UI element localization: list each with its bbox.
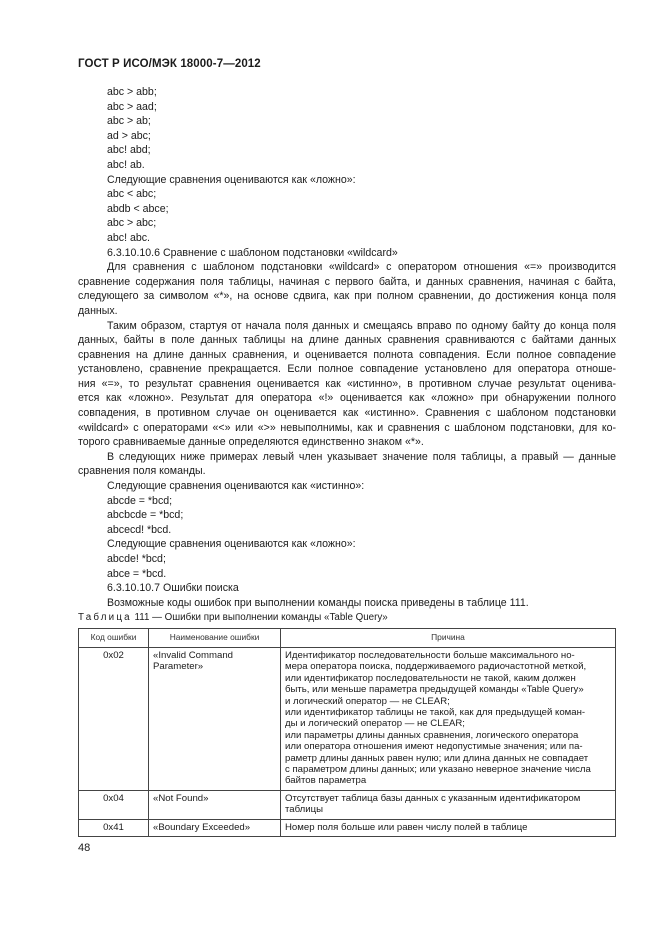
paragraph-line: установлено, сравнение прекращается. Если полное совпадение установлено для оператора отноше- — [78, 363, 616, 376]
table-row — [79, 648, 616, 791]
example-line: abdb < abce; — [107, 202, 169, 215]
cell-line: или параметры длины данных сравнения, логического оператора — [285, 729, 579, 741]
table-header-row — [79, 629, 616, 648]
section-heading: 6.3.10.10.6 Сравнение с шаблоном подстановки «wildcard» — [107, 246, 398, 259]
example-line: abc! abc. — [107, 231, 150, 244]
cell-line: «Boundary Exceeded» — [153, 821, 251, 833]
cell-line: или идентификатор таблицы не такой, как для предыдущей коман- — [285, 707, 586, 719]
cell-line: или оператора отношения имеют недопустимые значения; или па- — [285, 741, 583, 753]
paragraph-line: сравнения на длине данных сравнения, и оценивается полнота совпадения. Если полное совпадение — [78, 348, 616, 361]
paragraph-line: совпадения, в противном случае он оценивается как «истинно». Сравнения с шаблоном подстановки — [78, 407, 616, 420]
example-line: abce = *bcd. — [107, 567, 167, 580]
table-row — [79, 790, 616, 819]
error-code-cell: 0x41 — [79, 819, 149, 836]
example-line: abcde = *bcd; — [107, 494, 173, 507]
paragraph-line: «wildcard» с операторами «<» или «>» невыполнимы, как и сравнения с шаблоном подстановки, для ко- — [78, 421, 616, 434]
example-line: abc > ab; — [107, 115, 151, 128]
cell-line: «Not Found» — [153, 792, 209, 804]
cell-line: и логический оператор — не CLEAR; — [285, 695, 450, 707]
paragraph-line: Возможные коды ошибок при выполнении команды поиска приведены в таблице 111. — [107, 596, 529, 609]
paragraph-wildcard — [78, 260, 616, 318]
example-line: abc > abb; — [107, 86, 157, 98]
error-reason-cell — [281, 790, 616, 819]
paragraph-line: ется как «ложно». Результат для оператора «!» оценивается как «ложно» при обнаружении полного — [78, 392, 616, 405]
example-line: abc! ab. — [107, 158, 145, 171]
cell-line: Номер поля больше или равен числу полей в таблице — [285, 821, 528, 833]
error-reason-cell — [281, 819, 616, 836]
paragraph-line: В следующих ниже примерах левый член указывает значение поля таблицы, а правый — данные — [107, 450, 616, 463]
document-header: ГОСТ Р ИСО/МЭК 18000-7—2012 — [78, 58, 261, 70]
cell-line: Отсутствует таблица базы данных с указанным идентификатором — [285, 792, 581, 804]
true-intro: Следующие сравнения оцениваются как «истинно»: — [107, 480, 365, 493]
cell-line: Идентификатор последовательности больше максимального но- — [285, 650, 575, 661]
cell-line: таблицы — [285, 804, 324, 816]
paragraph-line: Таким образом, стартуя от начала поля данных и смещаясь вправо по одному байту до конца поля — [107, 319, 616, 332]
cell-line: с параметром длины данных; или указано неверное значение числа — [285, 764, 591, 776]
error-name-cell — [149, 819, 281, 836]
section-heading: 6.3.10.10.7 Ошибки поиска — [107, 582, 239, 595]
error-name-cell — [149, 648, 281, 791]
column-header-code: Код ошибки — [79, 629, 149, 648]
paragraph-line: данных, байты в поле данных таблицы на длине данных сравнения сравниваются с байтами данных — [78, 334, 616, 347]
example-line: abcde! *bcd; — [107, 553, 166, 565]
cell-line: байтов параметра — [285, 775, 367, 787]
error-code-cell: 0x02 — [79, 648, 149, 791]
cell-line: раметр длины данных равен нулю; или длина данных не совпадает — [285, 752, 589, 764]
table-caption-word: Таблица — [78, 612, 132, 623]
error-name-cell — [149, 790, 281, 819]
column-header-reason: Причина — [281, 629, 616, 648]
page-number: 48 — [78, 842, 91, 854]
column-header-name: Наименование ошибки — [149, 629, 281, 648]
example-line: abc < abc; — [107, 188, 157, 201]
example-line: abcbcde = *bcd; — [107, 509, 184, 522]
table-caption-text: 111 — Ошибки при выполнении команды «Table Query» — [134, 612, 388, 623]
paragraph-line: данных. — [78, 304, 118, 317]
example-line: ad > abc; — [107, 129, 151, 142]
cell-line: мера оператора поиска, поддерживаемого радиочастотной меткой, — [285, 661, 587, 673]
paragraph-line: сравнения поля команды. — [78, 465, 206, 478]
cell-line: ды и логический оператор — не CLEAR; — [285, 718, 465, 730]
table-caption — [78, 612, 388, 623]
cell-line: Parameter» — [153, 661, 204, 673]
cell-line: быть, или меньше параметра предыдущей команды «Table Query» — [285, 684, 584, 696]
paragraph-line: следующего за символом «*», на основе сдвига, как при полном сравнении, до достижения конца поля — [78, 290, 616, 303]
false-intro: Следующие сравнения оцениваются как «ложно»: — [107, 173, 356, 186]
error-code-cell: 0x04 — [79, 790, 149, 819]
paragraph-line: Для сравнения с шаблоном подстановки «wildcard» с оператором отношения «=» производится — [107, 261, 616, 274]
paragraph-line: сравнение содержания поля таблицы, начиная с первого байта, и данных сравнения, начиная с байта, — [78, 275, 616, 288]
false-intro: Следующие сравнения оцениваются как «ложно»: — [107, 538, 356, 551]
document-body — [78, 85, 616, 610]
cell-line: или идентификатор последовательности не такой, каким должен — [285, 672, 576, 684]
error-table — [78, 628, 616, 837]
error-reason-cell — [281, 648, 616, 791]
paragraph-examples-note — [78, 450, 616, 479]
paragraph-line: ния «=», то результат сравнения оценивается как «истинно», в противном случае результат оценива- — [78, 377, 616, 390]
example-line: abc > abc; — [107, 217, 157, 230]
paragraph-line: торого сравниваемые данные определяются единственно знаком «*». — [78, 436, 424, 449]
table-row — [79, 819, 616, 836]
example-line: abc > aad; — [107, 100, 157, 113]
example-line: abcecd! *bcd. — [107, 523, 172, 536]
cell-line: «Invalid Command — [153, 650, 233, 661]
paragraph-shift — [78, 319, 616, 450]
example-line: abc! abd; — [107, 144, 151, 157]
